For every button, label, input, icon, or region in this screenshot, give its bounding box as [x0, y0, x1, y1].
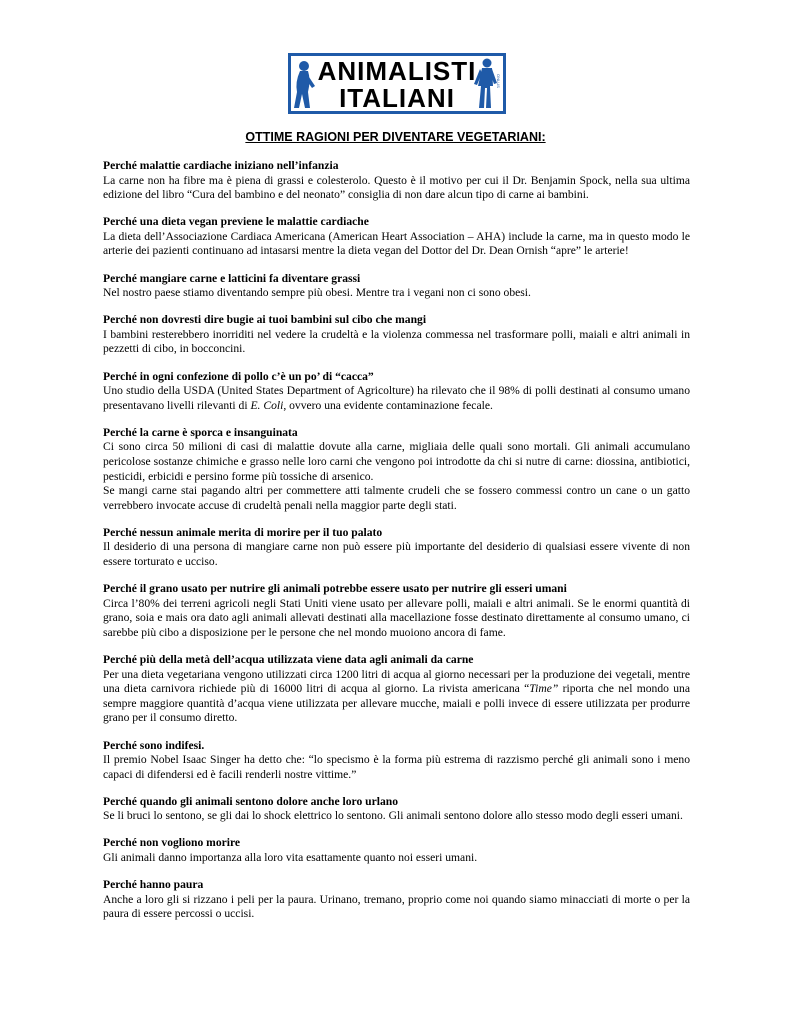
reason-body [103, 668, 690, 726]
reason-body-text: Uno studio della USDA (United States Department of Agricolture) ha rilevato che il 98% di polli destinati al consumo umano presentavano livelli rilevanti di [103, 384, 690, 412]
reason-body-text: , ovvero una evidente contaminazione fecale. [283, 398, 493, 412]
reason-title: Perché la carne è sporca e insanguinata [103, 425, 298, 439]
reason-title: Perché hanno paura [103, 878, 204, 892]
reason-title: Perché in ogni confezione di pollo c’è un po’ di “cacca” [103, 369, 374, 383]
reason-body: Il desiderio di una persona di mangiare carne non può essere più importante del desiderio di qualsiasi essere vivente di non essere torturato e ucciso. [103, 540, 690, 569]
reason-section [103, 272, 690, 301]
reason-body: I bambini resterebbero inorriditi nel vedere la crudeltà e la violenza commessa nel trasformare polli, maiali e altri animali in pezzetti di cibo, in bocconcini. [103, 327, 690, 356]
reason-body: La carne non ha fibre ma è piena di grassi e colesterolo. Questo è il motivo per cui il Dr. Benjamin Spock, nella sua ultima edizione del libro “Cura del bambino e del neonato” consiglia di non dare alcun tipo di carne ai bambini. [103, 173, 690, 202]
reason-section [103, 313, 690, 357]
reason-section [103, 739, 690, 783]
reason-section [103, 526, 690, 570]
reason-section [103, 215, 690, 259]
reason-title: Perché una dieta vegan previene le malattie cardiache [103, 215, 369, 229]
reason-body: Anche a loro gli si rizzano i peli per la paura. Urinano, tremano, proprio come noi quando siamo minacciati di morte o per la paura di essere percossi o uccisi. [103, 892, 690, 921]
reason-body: Nel nostro paese stiamo diventando sempre più obesi. Mentre tra i vegani non ci sono obesi. [103, 286, 531, 300]
reason-section [103, 653, 690, 726]
reason-body: Ci sono circa 50 milioni di casi di malattie dovute alla carne, migliaia delle quali sono mortali. Gli animali accumulano pericolose sostanze chimiche e grasso nelle loro carni che vengono poi introdotte da chi si nutre di carne: diossina, antibiotici, pesticidi, erbicidi e persino forme più tossiche di arsenico. [103, 440, 690, 483]
reason-title: Perché più della metà dell’acqua utilizzata viene data agli animali da carne [103, 653, 474, 667]
reason-body: Circa l’80% dei terreni agricoli negli Stati Uniti viene usato per allevare polli, maiali e altri animali. Se le enormi quantità di grano, soia e mais ora dato agli animali allevati destinati alla macellazione fosse destinato direttamente al consumo umano, ci sarebbe più cibo a disposizione per le persone che nel mondo muoiono ancora di fame. [103, 596, 690, 639]
reason-title: Perché nessun animale merita di morire per il tuo palato [103, 525, 383, 539]
logo-line-1: ANIMALISTI [317, 56, 477, 86]
reason-title: Perché sono indifesi. [103, 738, 205, 752]
reason-body-text: Per una dieta vegetariana vengono utilizzati circa 1200 litri di acqua al giorno necessari per la produzione dei vegetali, mentre una dieta carnivora richiede più di 16000 litri di acqua al giorno. La rivista americana “ [103, 667, 690, 696]
logo-line-2: ITALIANI [339, 83, 455, 113]
reason-section [103, 878, 690, 922]
reason-body: Il premio Nobel Isaac Singer ha detto che: “lo specismo è la forma più estrema di razzismo perché gli animali sono i meno capaci di difendersi ed è facili renderli nostre vittime.” [103, 753, 690, 781]
reason-body: Se mangi carne stai pagando altri per commettere atti talmente crudeli che se fossero commessi contro un cane o un gatto verrebbero invocate accuse di crudeltà penali nella maggior parte degli stati. [103, 484, 690, 512]
reason-body-emphasis: Time” [529, 682, 559, 696]
reason-section [103, 836, 690, 865]
reasons-list [103, 159, 690, 934]
reason-body: Se li bruci lo sentono, se gli dai lo shock elettrico lo sentono. Gli animali sentono dolore allo stesso modo degli esseri umani. [103, 809, 683, 823]
onlus-mark: ONLUS [496, 74, 501, 88]
reason-body-emphasis: E. Coli [250, 398, 284, 412]
reason-body [103, 384, 690, 413]
animalisti-italiani-logo [288, 53, 506, 114]
reason-title: Perché quando gli animali sentono dolore anche loro urlano [103, 794, 399, 808]
page-title: OTTIME RAGIONI PER DIVENTARE VEGETARIANI: [245, 130, 546, 144]
reason-body: Gli animali danno importanza alla loro vita esattamente quanto noi esseri umani. [103, 851, 478, 865]
reason-title: Perché non dovresti dire bugie ai tuoi bambini sul cibo che mangi [103, 313, 427, 327]
reason-title: Perché il grano usato per nutrire gli animali potrebbe essere usato per nutrire gli esseri umani [103, 582, 567, 596]
reason-title: Perché non vogliono morire [103, 836, 241, 850]
reason-section [103, 582, 690, 640]
reason-body-text: riporta che nel mondo una sempre maggiore quantità d’acqua viene utilizzata per allevare mucche, maiali e polli invece di essere utilizzata per produrre grano per il consumo diretto. [103, 682, 690, 725]
reason-section [103, 370, 690, 414]
reason-section [103, 795, 690, 824]
reason-title: Perché malattie cardiache iniziano nell’infanzia [103, 159, 339, 172]
reason-title: Perché mangiare carne e latticini fa diventare grassi [103, 271, 361, 285]
reason-body: La dieta dell’Associazione Cardiaca Americana (American Heart Association – AHA) include la carne, ma in questo modo le arterie dei pazienti continuano ad intasarsi mentre la dieta vegan del Dottor del Dr. Dean Ornish “apre” le arterie! [103, 229, 690, 258]
reason-section [103, 426, 690, 514]
reason-section [103, 159, 690, 203]
